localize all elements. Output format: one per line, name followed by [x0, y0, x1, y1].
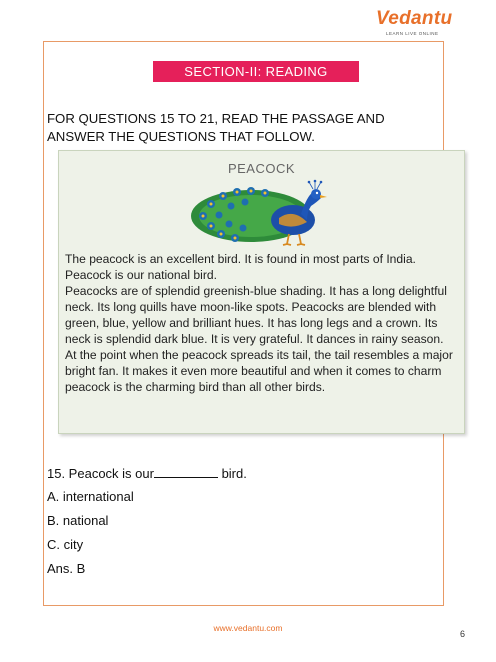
- peacock-illustration-icon: [189, 178, 339, 248]
- option-c: C. city: [47, 537, 84, 552]
- passage-title: PEACOCK: [227, 161, 296, 176]
- vedantu-logo: [376, 8, 466, 38]
- option-b: B. national: [47, 513, 109, 528]
- passage-paragraph: Peacocks are of splendid greenish-blue shading. It has a long delightful neck. Its long quills have moon-like spots. Peacocks are blended with green, blue, yellow and brilliant hues. It has long legs and a crown. Its neck is splendid dark blue. It is very grateful. It dances in rainy season. At the point when the peacock spreads its tail, the tail resembles a major bright fan. It makes it even more beautiful and when it comes to charm peacock is the charming bird than all other birds.: [65, 284, 453, 394]
- option-a: A. international: [47, 489, 134, 504]
- page-number: 6: [460, 629, 466, 639]
- footer-url[interactable]: www.vedantu.com: [213, 623, 283, 633]
- instructions-text: FOR QUESTIONS 15 TO 21, READ THE PASSAGE AND ANSWER THE QUESTIONS THAT FOLLOW.: [47, 111, 385, 144]
- answer-blank: [154, 465, 218, 478]
- section-title: SECTION-II: READING: [153, 61, 359, 82]
- logo-tagline: LEARN LIVE ONLINE: [386, 31, 439, 36]
- passage-paragraph: The peacock is an excellent bird. It is found in most parts of India. Peacock is our national bird.: [65, 252, 416, 282]
- question-15: [47, 465, 247, 481]
- answer-text: Ans. B: [47, 561, 86, 576]
- passage-box: [58, 150, 465, 434]
- logo-text: Vedantu: [376, 8, 453, 29]
- question-prefix: 15. Peacock is our: [47, 466, 154, 481]
- passage-body: [65, 251, 457, 395]
- question-suffix: bird.: [217, 466, 247, 481]
